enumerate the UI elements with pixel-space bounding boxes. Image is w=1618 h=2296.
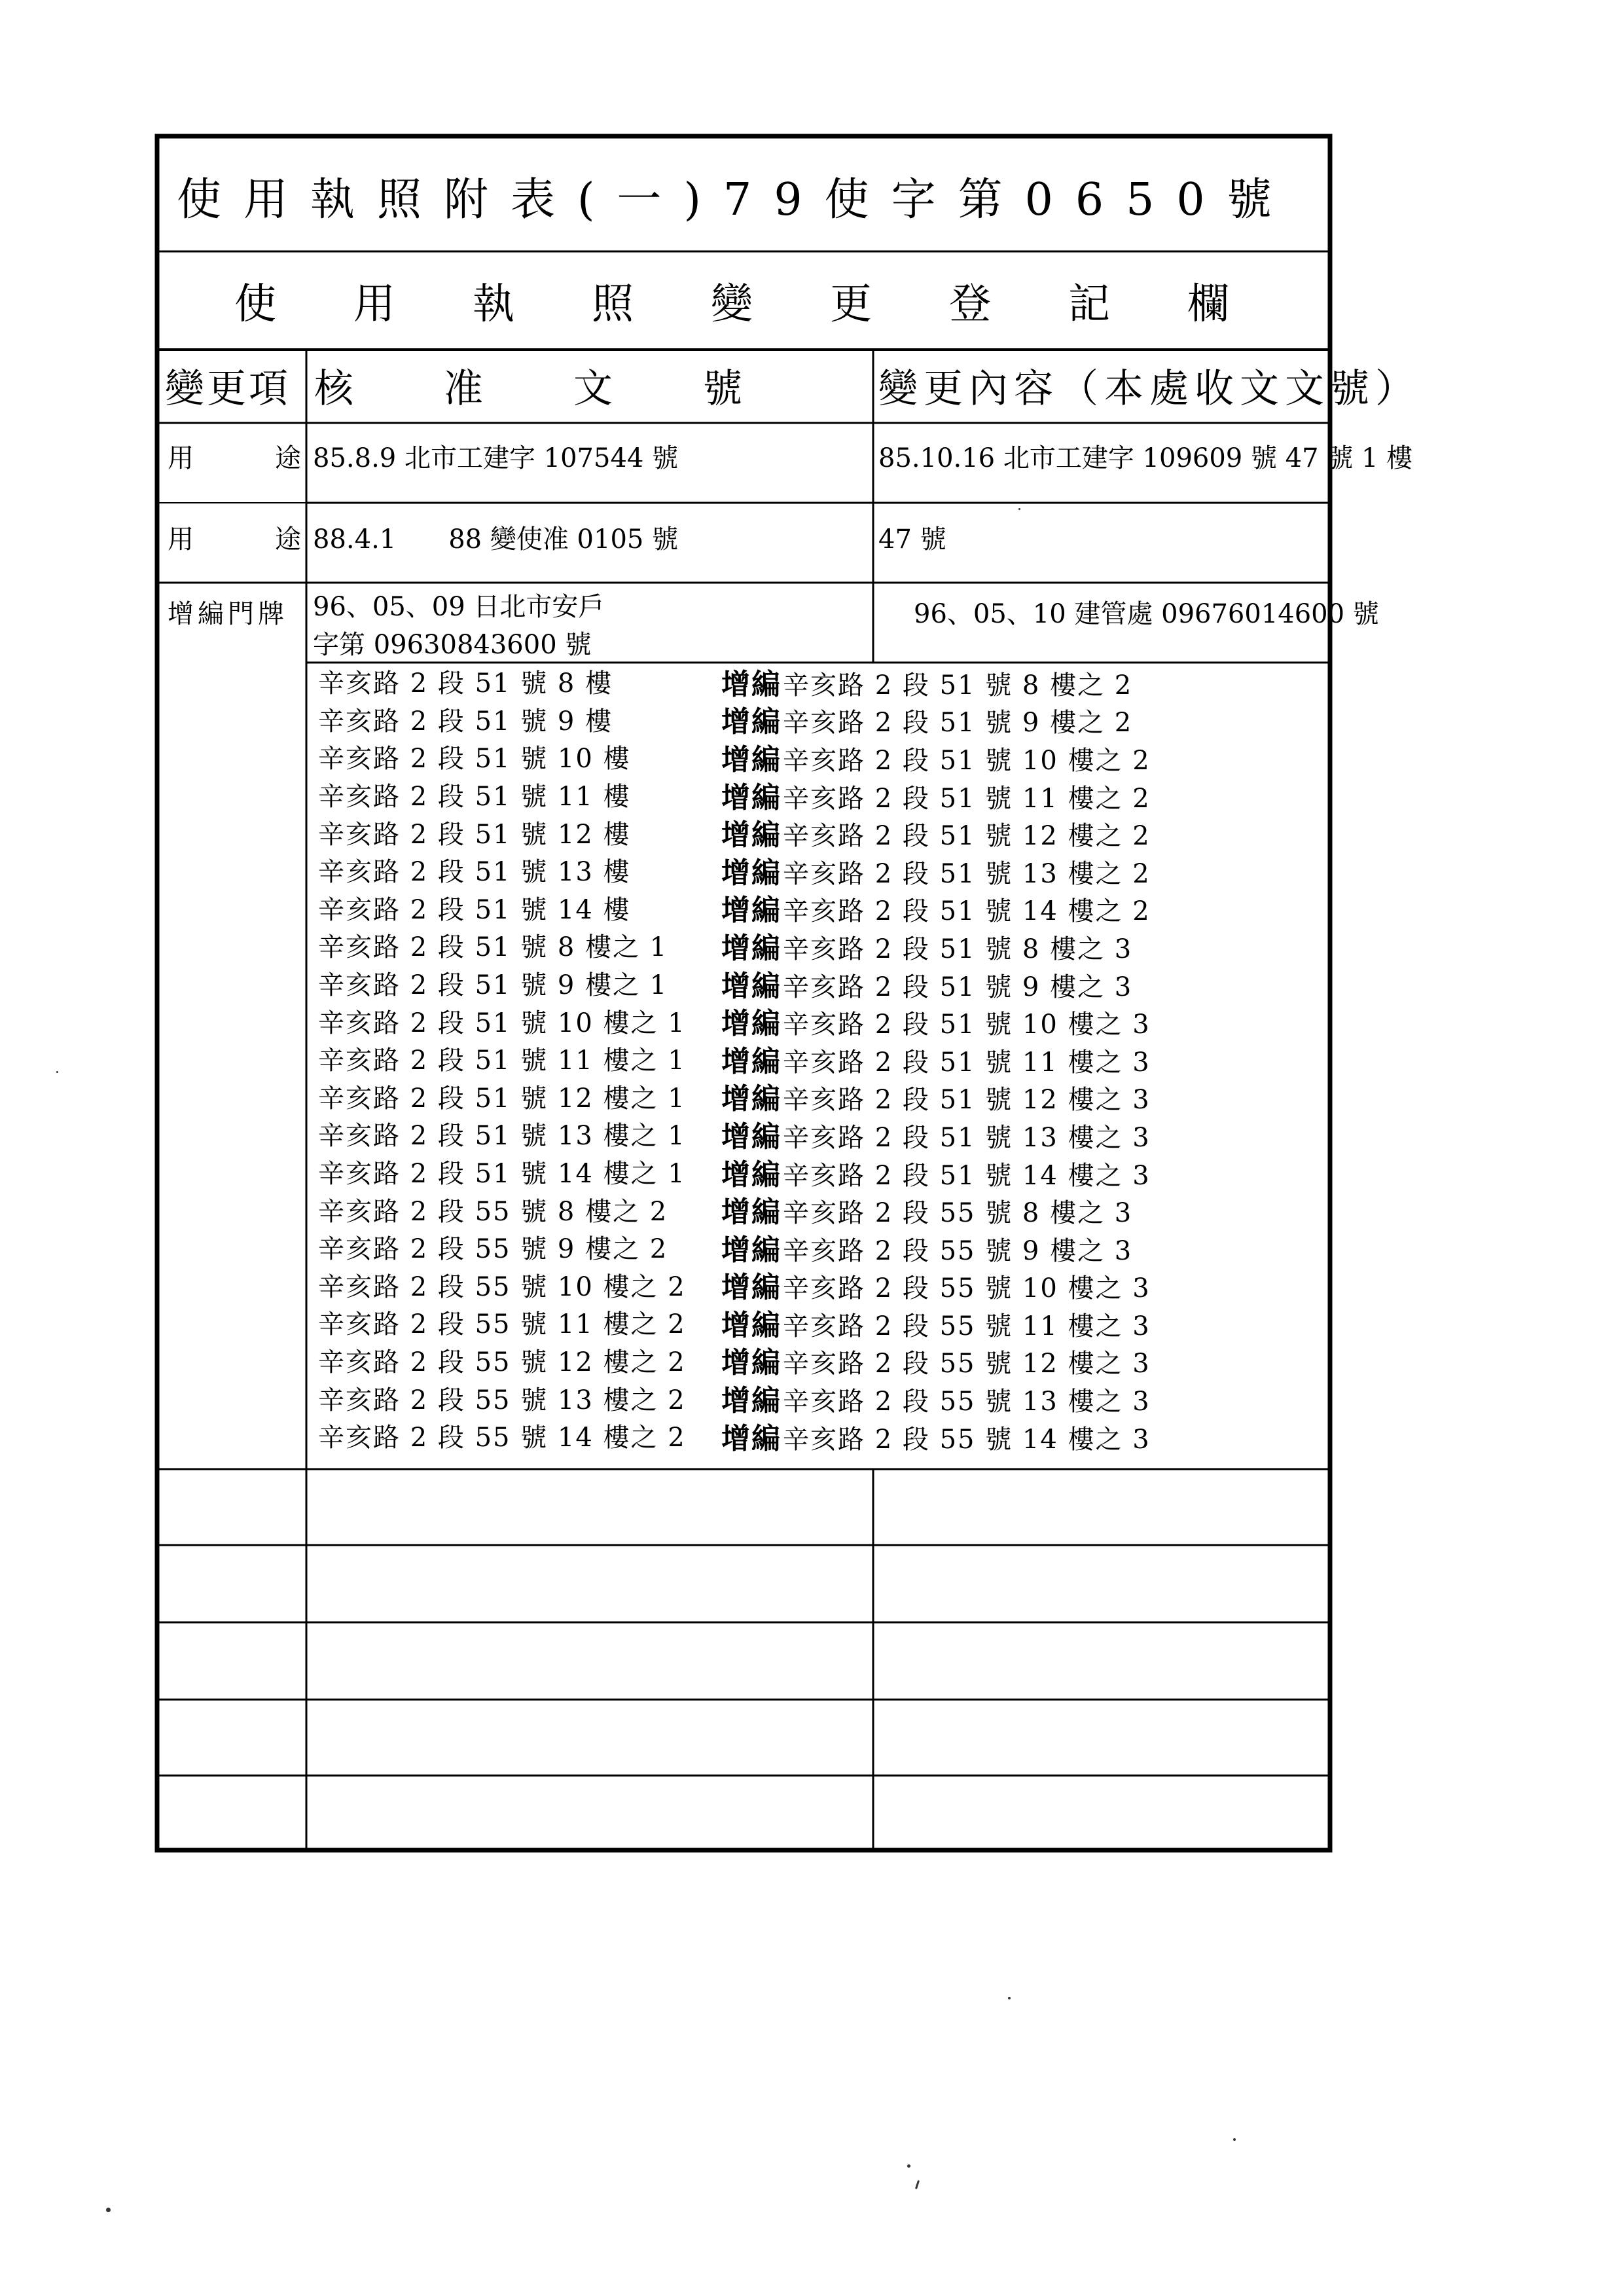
new-address <box>721 924 1132 966</box>
address-row <box>318 1190 1320 1228</box>
new-address <box>721 811 1151 853</box>
added-tag: 增編 <box>721 705 782 739</box>
new-address <box>721 1075 1151 1117</box>
added-tag: 增編 <box>721 1082 782 1116</box>
new-address-value: 辛亥路 2 段 51 號 12 樓之 2 <box>783 821 1151 852</box>
scan-speck <box>1018 508 1020 510</box>
new-address <box>721 1151 1151 1193</box>
scan-speck <box>1233 2138 1236 2141</box>
new-address <box>721 1302 1151 1343</box>
new-address <box>721 962 1132 1004</box>
new-address-value: 辛亥路 2 段 51 號 10 樓之 2 <box>783 745 1151 776</box>
added-tag: 增編 <box>721 742 782 776</box>
row-1-label-a: 用 <box>168 443 194 473</box>
license-change-register-form <box>154 134 1420 1853</box>
old-address: 辛亥路 2 段 55 號 13 樓之 2 <box>318 1385 686 1415</box>
row-3-approval-line-1: 96、05、09 日北市安戶 <box>313 592 605 622</box>
address-row <box>318 926 1320 964</box>
new-address-value: 辛亥路 2 段 51 號 14 樓之 2 <box>783 896 1151 927</box>
new-address-value: 辛亥路 2 段 51 號 9 樓之 2 <box>783 708 1133 738</box>
old-address: 辛亥路 2 段 51 號 11 樓 <box>318 782 631 812</box>
row-3-approval <box>312 584 871 663</box>
address-row <box>318 964 1320 1002</box>
new-address-value: 辛亥路 2 段 51 號 13 樓之 3 <box>783 1122 1151 1153</box>
row-3-label: 增編門牌 <box>168 599 288 629</box>
address-row <box>318 1417 1320 1455</box>
address-row <box>318 1002 1320 1040</box>
new-address <box>721 1000 1151 1042</box>
header-approval-number: 核准文號 <box>314 366 833 412</box>
old-address: 辛亥路 2 段 51 號 14 樓 <box>318 894 631 925</box>
old-address: 辛亥路 2 段 55 號 14 樓之 2 <box>318 1423 686 1453</box>
old-address: 辛亥路 2 段 51 號 8 樓 <box>318 668 613 699</box>
document-subtitle: 使用執照變更登記欄 <box>234 280 1306 329</box>
scan-speck <box>907 2164 910 2168</box>
row-1-label-b: 途 <box>275 443 301 473</box>
document-title: 使用執照附表(一)79使字第0650號 <box>177 173 1294 226</box>
row-3-content: 96、05、10 建管處 09676014600 號 <box>914 599 1379 629</box>
scan-speck <box>915 2180 920 2189</box>
added-tag: 增編 <box>721 1007 782 1041</box>
added-tag: 增編 <box>721 1044 782 1078</box>
new-address-value: 辛亥路 2 段 51 號 13 樓之 2 <box>783 858 1151 889</box>
new-address <box>721 698 1132 740</box>
address-row <box>318 1078 1320 1116</box>
address-row <box>318 1228 1320 1266</box>
old-address: 辛亥路 2 段 51 號 13 樓之 1 <box>318 1121 686 1152</box>
old-address: 辛亥路 2 段 51 號 9 樓 <box>318 706 613 737</box>
old-address: 辛亥路 2 段 55 號 8 樓之 2 <box>318 1196 668 1227</box>
old-address: 辛亥路 2 段 55 號 9 樓之 2 <box>318 1234 668 1265</box>
address-row <box>318 1115 1320 1153</box>
row-2-label-a: 用 <box>168 524 194 555</box>
old-address: 辛亥路 2 段 55 號 10 樓之 2 <box>318 1271 686 1302</box>
address-row <box>318 663 1320 701</box>
new-address-value: 辛亥路 2 段 51 號 8 樓之 3 <box>783 934 1133 964</box>
address-row <box>318 889 1320 927</box>
new-address-value: 辛亥路 2 段 55 號 9 樓之 3 <box>783 1235 1133 1266</box>
added-tag: 增編 <box>721 1384 782 1418</box>
new-address <box>721 849 1151 891</box>
header-change-item: 變更項 <box>165 366 291 412</box>
added-tag: 增編 <box>721 1233 782 1267</box>
scan-speck <box>56 1071 58 1073</box>
added-tag: 增編 <box>721 894 782 928</box>
new-address-value: 辛亥路 2 段 51 號 11 樓之 2 <box>783 783 1151 814</box>
scan-speck <box>1008 1997 1011 1999</box>
added-tag: 增編 <box>721 667 782 701</box>
address-row <box>318 701 1320 738</box>
row-3-approval-line-2: 字第 09630843600 號 <box>313 630 592 660</box>
old-address: 辛亥路 2 段 51 號 14 樓之 1 <box>318 1159 686 1190</box>
new-address-value: 辛亥路 2 段 51 號 12 樓之 3 <box>783 1085 1151 1116</box>
new-address-value: 辛亥路 2 段 51 號 11 樓之 3 <box>783 1047 1151 1078</box>
address-row <box>318 1153 1320 1191</box>
added-tag: 增編 <box>721 1346 782 1380</box>
new-address <box>721 661 1132 702</box>
row-2-label-b: 途 <box>275 524 301 555</box>
address-row <box>318 851 1320 889</box>
scan-speck <box>106 2208 111 2212</box>
added-tag: 增編 <box>721 1120 782 1154</box>
new-address-value: 辛亥路 2 段 51 號 10 樓之 3 <box>783 1010 1151 1040</box>
header-change-content: 變更內容（本處收文文號） <box>878 366 1420 412</box>
address-row <box>318 1379 1320 1417</box>
added-tag: 增編 <box>721 1308 782 1342</box>
new-address <box>721 736 1151 778</box>
address-row <box>318 1266 1320 1304</box>
new-address-value: 辛亥路 2 段 55 號 8 樓之 3 <box>783 1198 1133 1229</box>
new-address <box>721 1377 1151 1419</box>
new-address <box>721 1264 1151 1305</box>
added-tag: 增編 <box>721 1271 782 1305</box>
new-address <box>721 1415 1151 1457</box>
row-2-label <box>165 504 304 583</box>
new-address-value: 辛亥路 2 段 51 號 14 樓之 3 <box>783 1160 1151 1191</box>
new-address-value: 辛亥路 2 段 51 號 9 樓之 3 <box>783 972 1133 1002</box>
added-tag: 增編 <box>721 818 782 852</box>
new-address-value: 辛亥路 2 段 55 號 14 樓之 3 <box>783 1424 1151 1455</box>
row-1-label <box>165 424 304 503</box>
old-address: 辛亥路 2 段 51 號 9 樓之 1 <box>318 970 668 1001</box>
new-address-value: 辛亥路 2 段 55 號 13 樓之 3 <box>783 1387 1151 1417</box>
old-address: 辛亥路 2 段 51 號 12 樓 <box>318 819 631 850</box>
new-address <box>721 774 1151 816</box>
added-tag: 增編 <box>721 1421 782 1455</box>
old-address: 辛亥路 2 段 51 號 10 樓 <box>318 744 631 774</box>
old-address: 辛亥路 2 段 51 號 13 樓 <box>318 857 631 888</box>
old-address: 辛亥路 2 段 55 號 12 樓之 2 <box>318 1347 686 1377</box>
address-row <box>318 1040 1320 1078</box>
new-address <box>721 886 1151 928</box>
address-row <box>318 776 1320 814</box>
old-address: 辛亥路 2 段 51 號 10 樓之 1 <box>318 1008 686 1038</box>
new-address <box>721 1226 1132 1268</box>
new-address <box>721 1113 1151 1155</box>
address-row <box>318 738 1320 776</box>
address-row <box>318 1303 1320 1341</box>
old-address: 辛亥路 2 段 51 號 11 樓之 1 <box>318 1046 686 1076</box>
new-address-value: 辛亥路 2 段 55 號 12 樓之 3 <box>783 1349 1151 1379</box>
added-tag: 增編 <box>721 780 782 814</box>
row-1-content: 85.10.16 北市工建字 109609 號 47 號 1 樓 <box>878 443 1413 473</box>
row-1-approval: 85.8.9 北市工建字 107544 號 <box>313 443 679 473</box>
added-tag: 增編 <box>721 1195 782 1230</box>
row-2-content: 47 號 <box>878 524 946 555</box>
new-address-value: 辛亥路 2 段 55 號 10 樓之 3 <box>783 1273 1151 1304</box>
added-tag: 增編 <box>721 1157 782 1192</box>
added-tag: 增編 <box>721 931 782 965</box>
new-address <box>721 1339 1151 1381</box>
old-address: 辛亥路 2 段 51 號 8 樓之 1 <box>318 932 668 963</box>
address-row <box>318 1341 1320 1379</box>
row-2-approval: 88.4.1 88 變使准 0105 號 <box>313 524 679 555</box>
new-address-value: 辛亥路 2 段 55 號 11 樓之 3 <box>783 1311 1151 1341</box>
old-address: 辛亥路 2 段 51 號 12 樓之 1 <box>318 1083 686 1114</box>
added-tag: 增編 <box>721 856 782 890</box>
address-list <box>318 663 1320 1454</box>
old-address: 辛亥路 2 段 55 號 11 樓之 2 <box>318 1309 686 1340</box>
address-row <box>318 813 1320 851</box>
new-address-value: 辛亥路 2 段 51 號 8 樓之 2 <box>783 670 1133 701</box>
new-address <box>721 1188 1132 1230</box>
added-tag: 增編 <box>721 969 782 1003</box>
new-address <box>721 1038 1151 1080</box>
